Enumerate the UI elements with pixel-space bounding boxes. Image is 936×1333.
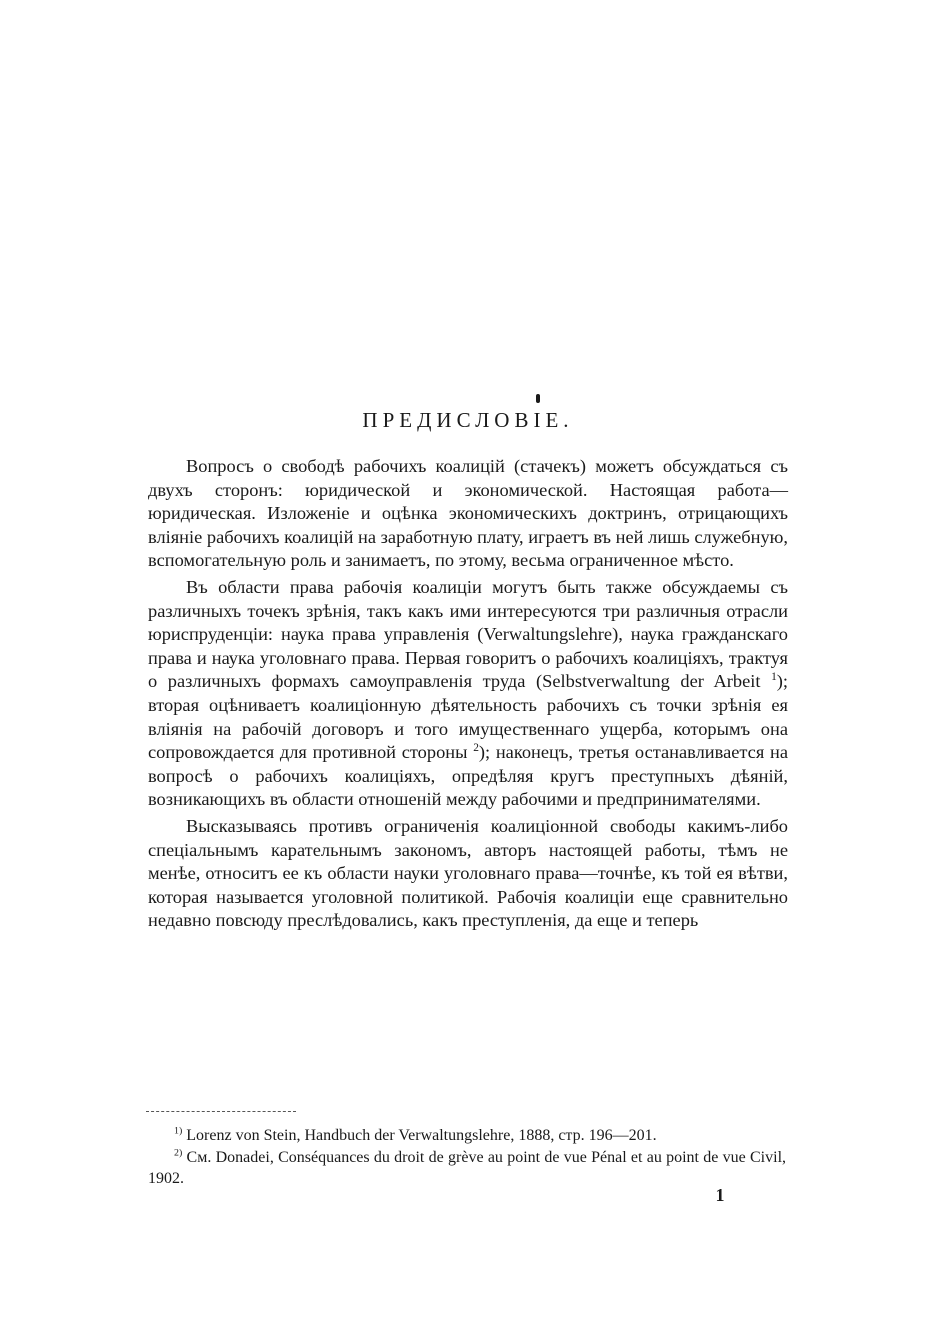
- footnote-1: [148, 1125, 786, 1147]
- footnote-ref-1: 1: [771, 671, 777, 684]
- footnote-1-mark: 1): [174, 1125, 183, 1137]
- paragraph-1: Вопросъ о свободѣ рабочихъ коалицій (стачекъ) можетъ обсуждаться съ двухъ сторонъ: юридической и экономической. Настоящая работа—юридическая. Изложеніе и оцѣнка экономическихъ доктринъ, отрицающихъ вліяніе рабочихъ коалицій на заработную плату, играетъ въ ней лишь служебную, вспомогательную роль и занимаетъ, по этому, весьма ограниченное мѣсто.: [148, 456, 788, 571]
- footnotes: [148, 1125, 786, 1190]
- paragraph-3: Высказываясь противъ ограниченія коалиціонной свободы какимъ-либо спеціальнымъ карательнымъ закономъ, авторъ настоящей работы, тѣмъ не менѣе, относитъ ее къ области науки уголовнаго права—точнѣе, къ той ея вѣтви, которая называется уголовной политикой. Рабочія коалиціи еще сравнительно недавно повсюду преслѣдовались, какъ преступленія, да еще и теперь: [148, 815, 788, 931]
- paragraph-2-part-1: Въ области права рабочія коалиціи могутъ быть также обсуждаемы съ различныхъ точекъ зрѣнія, такъ какъ ими интересуются три различныя отрасли юриспруденціи: наука права управленія (Verwaltungslehre), наука гражданскаго права и наука уголовнаго права. Первая говоритъ о рабочихъ коалиціяхъ, трактуя о различныхъ формахъ самоуправленія труда (Selbstverwaltung der Arbeit: [148, 576, 788, 692]
- paragraph-2-part-3: ); наконецъ, третья останавливается на вопросѣ о рабочихъ коалиціяхъ, опредѣляя кругъ преступныхъ дѣяній, возникающихъ въ области отношеній между рабочими и предпринимателями.: [148, 742, 788, 810]
- footnote-1-text: Lorenz von Stein, Handbuch der Verwaltungslehre, 1888, стр. 196—201.: [186, 1127, 657, 1144]
- footnote-2-mark: 2): [174, 1147, 183, 1159]
- printer-mark: [536, 394, 540, 403]
- body-text: [148, 455, 788, 933]
- paragraph-2: [148, 576, 788, 812]
- footnote-divider: [146, 1111, 296, 1112]
- paragraph-2-part-2: ); вторая оцѣниваетъ коалиціонную дѣятельность рабочихъ съ точки зрѣнія ея вліянія на рабочій договоръ и того имущественнаго ущерба, которымъ она сопровождается для противной стороны: [148, 671, 788, 763]
- page-title: ПРЕДИСЛОВІЕ.: [362, 408, 574, 432]
- page-number: 1: [715, 1185, 725, 1205]
- footnote-2-text: См. Donadei, Conséquances du droit de grève au point de vue Pénal et au point de vue Civil, 1902.: [148, 1148, 787, 1187]
- footnote-2: [148, 1147, 786, 1190]
- footnote-ref-2: 2: [473, 742, 479, 754]
